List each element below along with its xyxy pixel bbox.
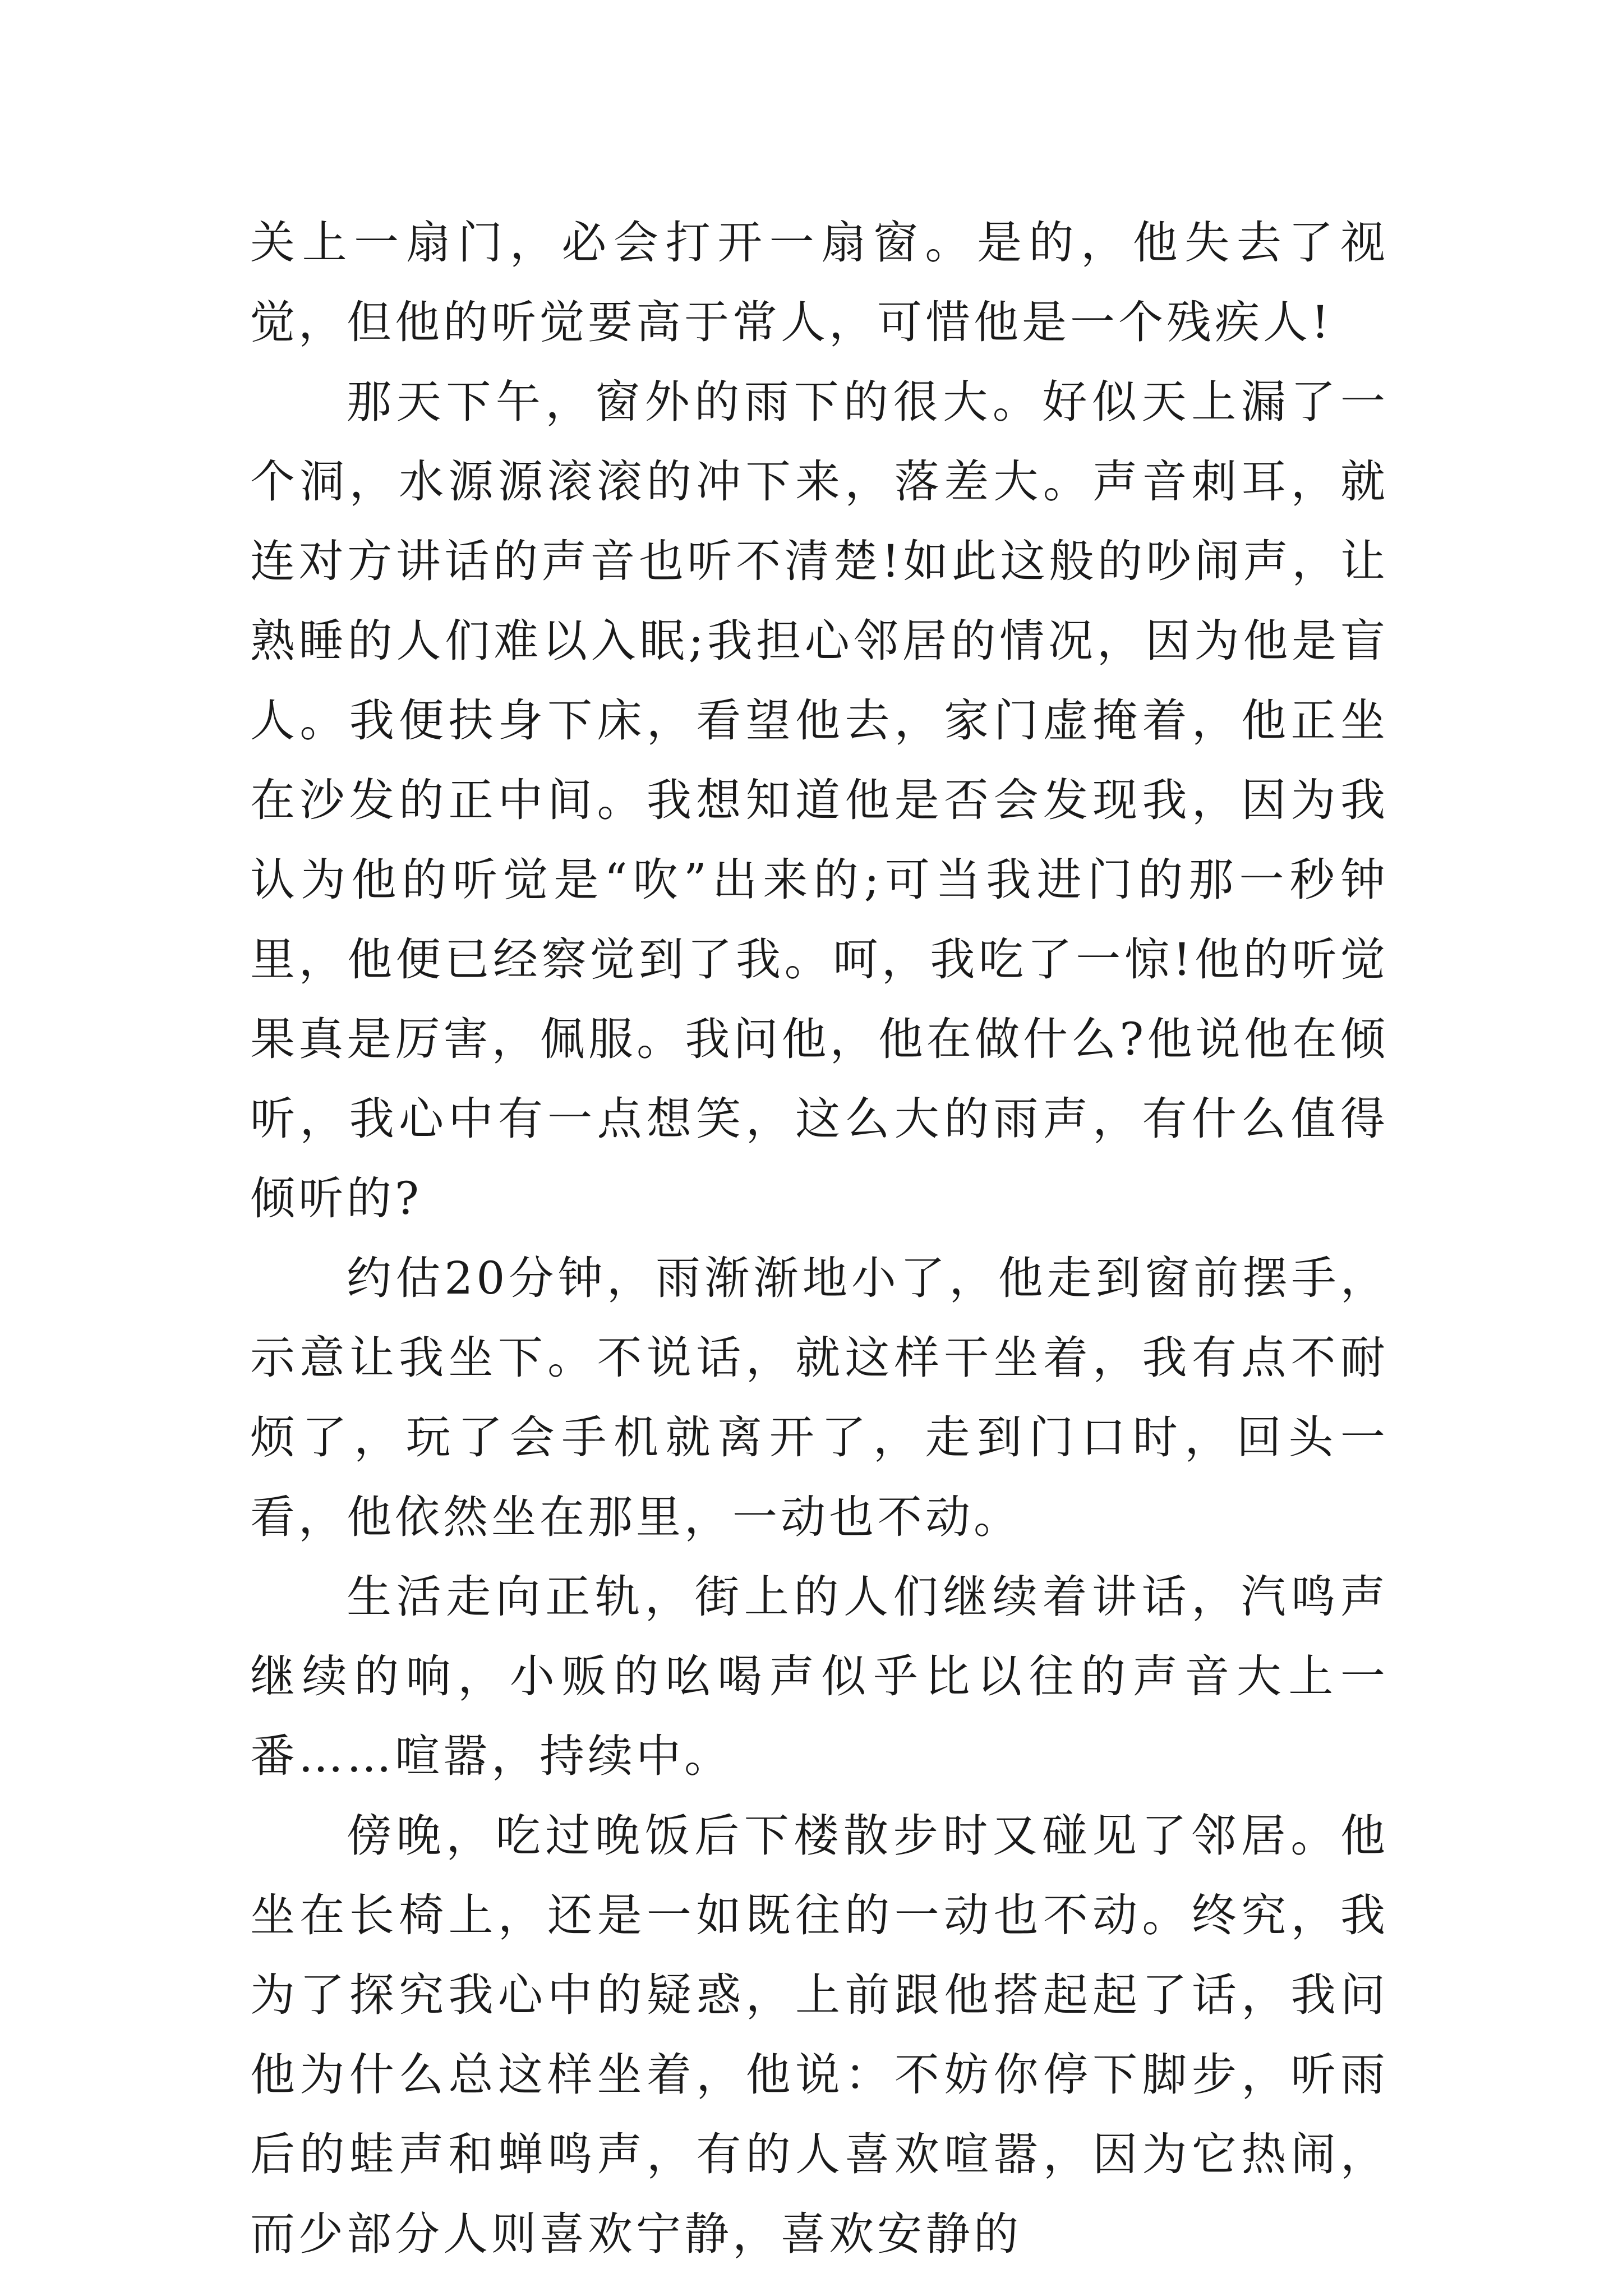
paragraph-4: 生活走向正轨，街上的人们继续着讲话，汽鸣声继续的响，小贩的吆喝声似乎比以往的声音大上一番……喧嚣，持续中。 <box>250 1571 1389 1782</box>
paragraph-5: 傍晚，吃过晚饭后下楼散步时又碰见了邻居。他坐在长椅上，还是一如既往的一动也不动。终究，我为了探究我心中的疑惑，上前跟他搭起起了话，我问他为什么总这样坐着，他说：不妨你停下脚步，听雨后的蛙声和蝉鸣声，有的人喜欢喧嚣，因为它热闹，而少部分人则喜欢宁静，喜欢安静的 <box>250 1810 1389 2260</box>
paragraph-1: 关上一扇门，必会打开一扇窗。是的，他失去了视觉，但他的听觉要高于常人，可惜他是一个残疾人! <box>250 217 1389 348</box>
paragraph-3: 约估20分钟，雨渐渐地小了，他走到窗前摆手，示意让我坐下。不说话，就这样干坐着，我有点不耐烦了，玩了会手机就离开了，走到门口时，回头一看，他依然坐在那里，一动也不动。 <box>250 1252 1389 1543</box>
paragraph-2: 那天下午，窗外的雨下的很大。好似天上漏了一个洞，水源源滚滚的冲下来，落差大。声音刺耳，就连对方讲话的声音也听不清楚!如此这般的吵闹声，让熟睡的人们难以入眠;我担心邻居的情况，因为他是盲人。我便扶身下床，看望他去，家门虚掩着，他正坐在沙发的正中间。我想知道他是否会发现我，因为我认为他的听觉是“吹”出来的;可当我进门的那一秒钟里，他便已经察觉到了我。呵，我吃了一惊!他的听觉果真是厉害，佩服。我问他，他在做什么?他说他在倾听，我心中有一点想笑，这么大的雨声，有什么值得倾听的? <box>250 376 1389 1225</box>
document-body <box>250 203 1389 2274</box>
